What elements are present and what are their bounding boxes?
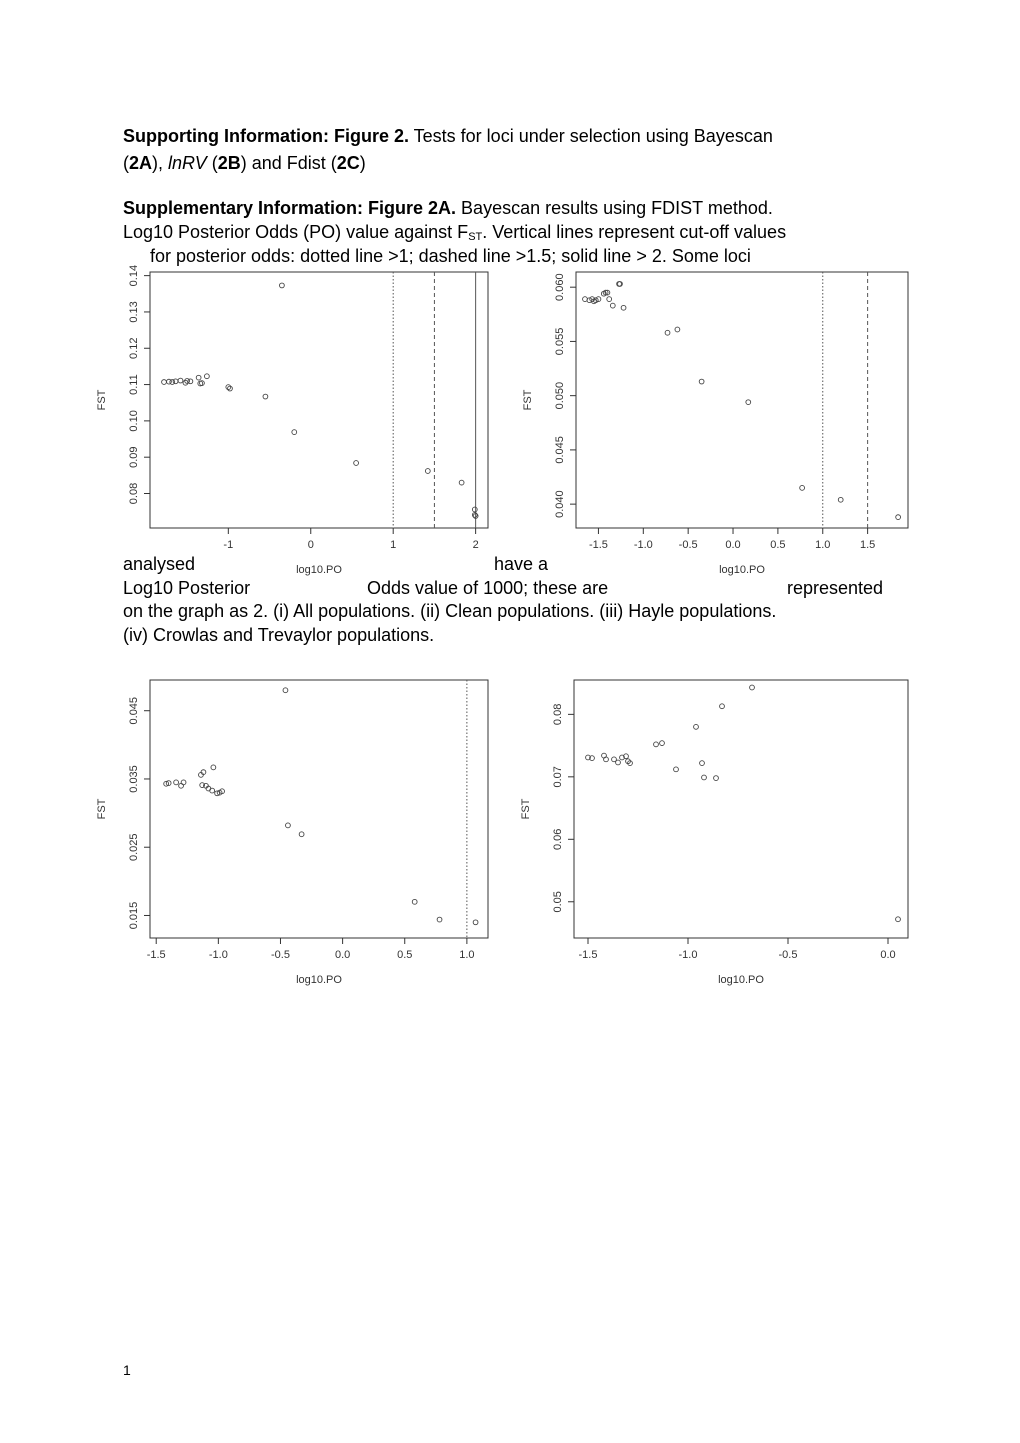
caption-2a-line7: (iv) Crowlas and Trevaylor populations. bbox=[123, 625, 435, 645]
y-tick-label: 0.040 bbox=[554, 490, 566, 518]
data-point bbox=[263, 394, 268, 399]
y-tick-label: 0.06 bbox=[552, 828, 564, 851]
data-point bbox=[354, 461, 359, 466]
data-point bbox=[211, 765, 216, 770]
data-point bbox=[174, 780, 179, 785]
data-point bbox=[838, 497, 843, 502]
data-point bbox=[610, 303, 615, 308]
y-tick-label: 0.015 bbox=[128, 901, 140, 930]
plot-frame bbox=[150, 680, 488, 938]
x-tick-label: 1 bbox=[390, 539, 397, 551]
data-point bbox=[694, 724, 699, 729]
x-tick-label: 0.0 bbox=[725, 539, 741, 551]
x-tick-label: 1.0 bbox=[459, 949, 475, 961]
y-tick-label: 0.11 bbox=[128, 374, 140, 395]
plot-frame bbox=[150, 272, 488, 528]
scatter-plot-clean-populations bbox=[510, 260, 920, 590]
x-tick-label: -1 bbox=[223, 539, 234, 551]
heading-lnrv: lnRV bbox=[168, 153, 207, 173]
caption-2a-line4a: analysed bbox=[123, 554, 196, 574]
y-axis-label: FST bbox=[522, 389, 534, 411]
x-tick-label: 0.5 bbox=[770, 539, 786, 551]
x-tick-label: -1.0 bbox=[208, 949, 228, 961]
y-axis-label: FST bbox=[520, 798, 532, 820]
data-point bbox=[292, 430, 297, 435]
data-point bbox=[675, 327, 680, 332]
y-tick-label: 0.08 bbox=[128, 482, 140, 505]
x-tick-label: 0 bbox=[307, 539, 314, 551]
data-point bbox=[674, 767, 679, 772]
x-tick-label: 0.0 bbox=[880, 949, 896, 961]
heading-punct: ) and Fdist ( bbox=[240, 153, 337, 173]
data-point bbox=[204, 374, 209, 379]
x-tick-label: 1.5 bbox=[859, 539, 876, 551]
caption-2a-line6: on the graph as 2. (i) All populations. (ii) Clean populations. (iii) Hayle populations. bbox=[123, 601, 777, 621]
data-point bbox=[412, 899, 417, 904]
fst-subscript: ST bbox=[468, 231, 483, 243]
x-tick-label: 0.5 bbox=[397, 949, 413, 961]
data-point bbox=[472, 507, 477, 512]
data-point bbox=[616, 760, 621, 765]
x-axis-label: log10.PO bbox=[719, 564, 765, 576]
caption-2a-text: Bayescan results using FDIST method. bbox=[456, 198, 773, 218]
x-axis-label: log10.PO bbox=[718, 974, 764, 986]
heading-ref-2a: 2A bbox=[129, 153, 153, 173]
caption-2a-line5b: Odds value of 1000; these are bbox=[367, 578, 609, 598]
y-tick-label: 0.09 bbox=[128, 446, 140, 468]
data-point bbox=[286, 823, 291, 828]
data-point bbox=[181, 780, 186, 785]
y-tick-label: 0.08 bbox=[552, 703, 564, 726]
heading-punct: ( bbox=[123, 153, 129, 173]
heading-punct: ) bbox=[359, 153, 366, 173]
data-point bbox=[896, 917, 901, 922]
figure-heading-text: Tests for loci under selection using Bayescan bbox=[408, 126, 773, 146]
y-tick-label: 0.07 bbox=[552, 766, 564, 788]
data-point bbox=[162, 380, 167, 385]
data-point bbox=[173, 379, 178, 384]
x-tick-label: -0.5 bbox=[270, 949, 290, 961]
x-tick-label: 1.0 bbox=[815, 539, 831, 551]
x-tick-label: -1.5 bbox=[578, 949, 598, 961]
y-tick-label: 0.13 bbox=[128, 301, 140, 323]
data-point bbox=[210, 788, 215, 793]
x-tick-label: -0.5 bbox=[678, 539, 698, 551]
data-point bbox=[702, 775, 707, 780]
x-tick-label: 0.0 bbox=[334, 949, 351, 961]
data-point bbox=[800, 485, 805, 490]
data-point bbox=[660, 741, 665, 746]
data-point bbox=[179, 783, 184, 788]
data-point bbox=[750, 685, 755, 690]
y-tick-label: 0.050 bbox=[554, 381, 566, 410]
data-point bbox=[473, 920, 478, 925]
data-point bbox=[196, 375, 201, 380]
y-tick-label: 0.025 bbox=[128, 833, 140, 861]
page-number: 1 bbox=[123, 1362, 131, 1378]
data-point bbox=[604, 757, 609, 762]
data-point bbox=[583, 297, 588, 302]
data-point bbox=[746, 400, 751, 405]
data-point bbox=[654, 742, 659, 747]
caption-2a-line4b: have a bbox=[494, 554, 549, 574]
data-point bbox=[665, 330, 670, 335]
figure-heading-label: Supporting Information: Figure 2. bbox=[123, 126, 409, 146]
data-point bbox=[896, 515, 901, 520]
y-tick-label: 0.055 bbox=[554, 327, 566, 356]
data-point bbox=[714, 776, 719, 781]
data-point bbox=[459, 480, 464, 485]
y-tick-label: 0.05 bbox=[552, 891, 564, 913]
x-tick-label: -1.5 bbox=[146, 949, 166, 961]
caption-2a-label: Supplementary Information: Figure 2A. bbox=[123, 198, 457, 218]
x-tick-label: -1.0 bbox=[678, 949, 698, 961]
y-tick-label: 0.14 bbox=[128, 264, 140, 287]
caption-2a-text: Log10 Posterior Odds (PO) value against F bbox=[123, 222, 469, 242]
y-tick-label: 0.035 bbox=[128, 765, 140, 793]
caption-2a-line1 bbox=[123, 196, 773, 220]
data-point bbox=[437, 917, 442, 922]
x-tick-label: -1.5 bbox=[588, 539, 608, 551]
data-point bbox=[188, 379, 193, 384]
y-tick-label: 0.10 bbox=[128, 410, 140, 432]
data-point bbox=[621, 305, 626, 310]
data-point bbox=[700, 761, 705, 766]
scatter-plot-all-populations bbox=[90, 260, 500, 590]
x-tick-label: 2 bbox=[472, 539, 479, 551]
data-point bbox=[425, 469, 430, 474]
data-point bbox=[299, 832, 304, 837]
heading-ref-2c: 2C bbox=[336, 153, 360, 173]
caption-2a-line5c: represented bbox=[787, 578, 884, 598]
data-point bbox=[170, 380, 175, 385]
y-axis-label: FST bbox=[96, 798, 108, 820]
data-point bbox=[178, 378, 183, 383]
data-point bbox=[720, 704, 725, 709]
caption-2a-line5a: Log10 Posterior bbox=[123, 578, 251, 598]
x-axis-label: log10.PO bbox=[296, 974, 342, 986]
plot-frame bbox=[576, 272, 908, 528]
y-tick-label: 0.060 bbox=[554, 273, 566, 301]
x-tick-label: -1.0 bbox=[633, 539, 653, 551]
figure-heading-line1 bbox=[123, 124, 773, 148]
data-point bbox=[280, 283, 285, 288]
caption-2a-text: . Vertical lines represent cut-off values bbox=[482, 222, 787, 242]
y-tick-label: 0.045 bbox=[554, 436, 566, 464]
heading-punct: ( bbox=[206, 153, 218, 173]
data-point bbox=[607, 297, 612, 302]
caption-2a-line3: for posterior odds: dotted line >1; dashed line >1.5; solid line > 2. Some loci bbox=[150, 246, 751, 266]
plot-frame bbox=[574, 680, 908, 938]
data-point bbox=[699, 379, 704, 384]
scatter-plot-hayle-populations bbox=[90, 670, 500, 1000]
data-point bbox=[283, 688, 288, 693]
x-tick-label: -0.5 bbox=[778, 949, 798, 961]
y-tick-label: 0.12 bbox=[128, 337, 140, 359]
y-tick-label: 0.045 bbox=[128, 696, 140, 725]
scatter-plot-crowlas-trevaylor-populations bbox=[510, 670, 920, 1000]
figure-heading-line2 bbox=[123, 151, 366, 175]
heading-punct: ), bbox=[152, 153, 169, 173]
x-axis-label: log10.PO bbox=[296, 564, 342, 576]
heading-ref-2b: 2B bbox=[217, 153, 241, 173]
y-axis-label: FST bbox=[96, 389, 108, 411]
